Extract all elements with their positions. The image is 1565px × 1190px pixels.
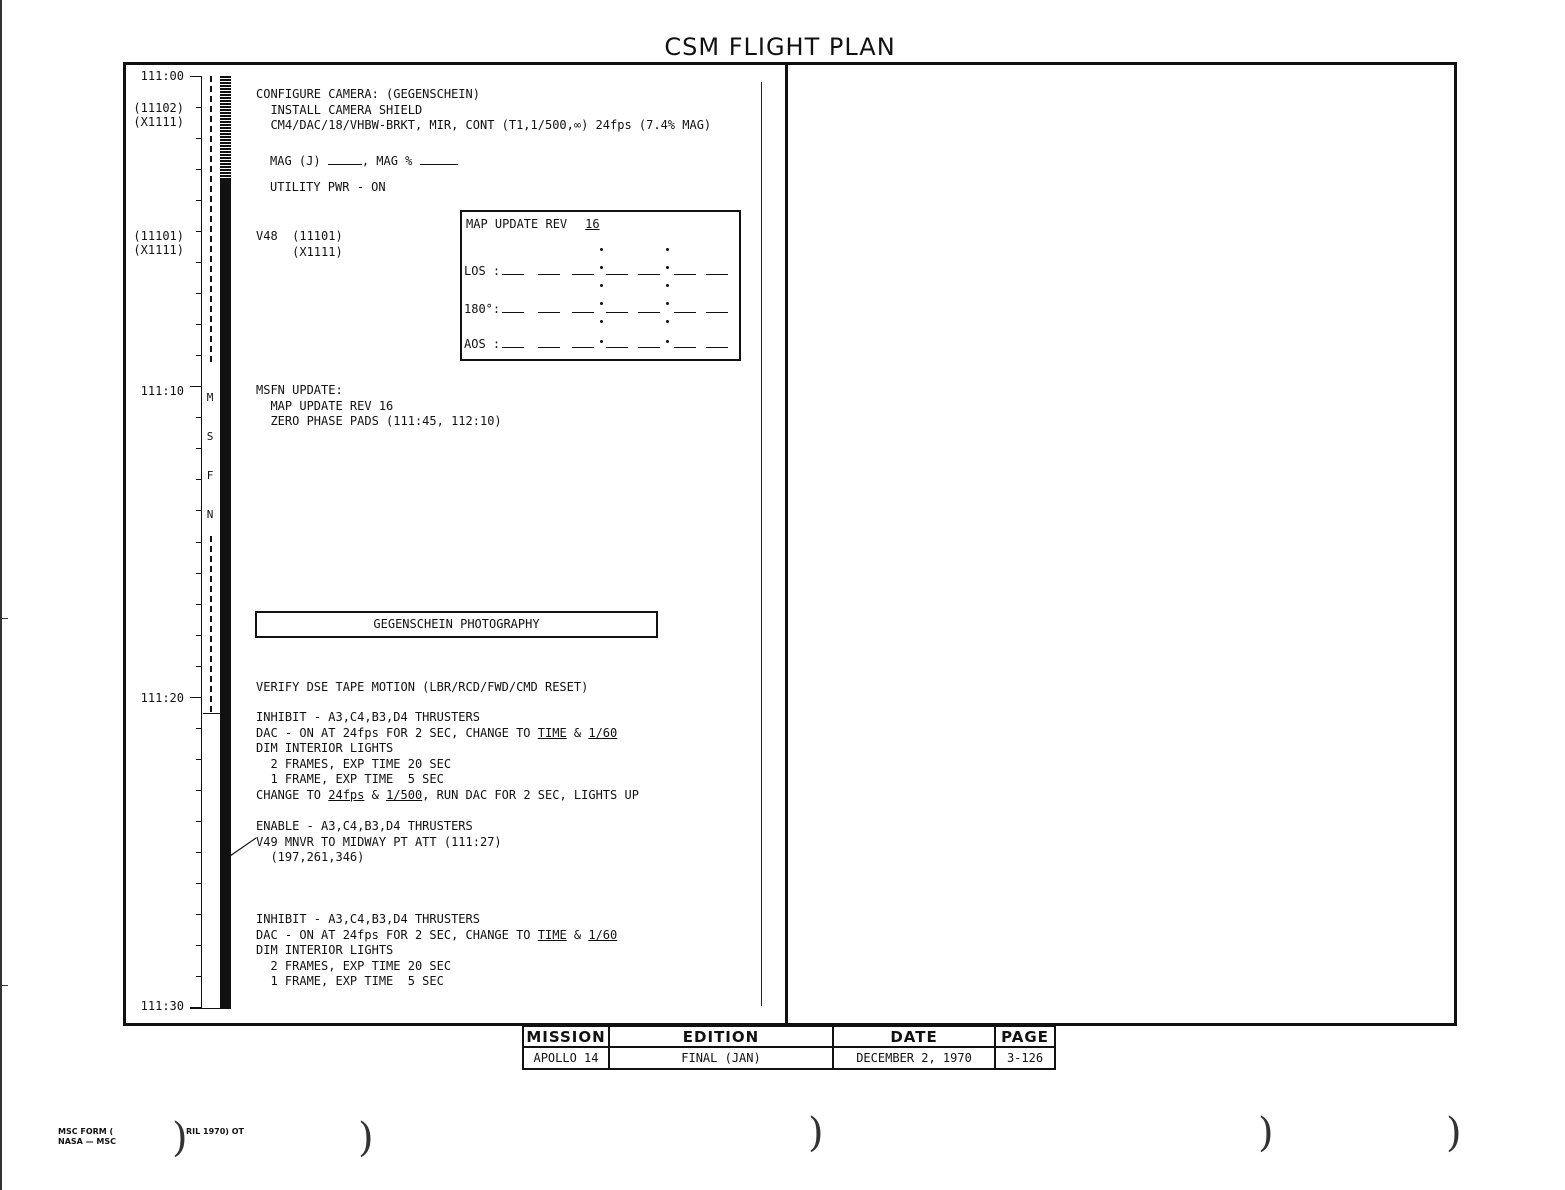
inhibit-block-1: INHIBIT - A3,C4,B3,D4 THRUSTERS DAC - ON AT 24fps FOR 2 SEC, CHANGE TO TIME & 1/60 DIM INTERIOR LIGHTS 2 FRAMES, EXP TIME 20 SEC 1 FRAME, EXP TIME 5 SEC CHANGE TO 24fps & 1/500, RUN DAC FOR 2 SEC, LIGHTS UP	[256, 710, 639, 802]
timeline-tick	[196, 417, 202, 418]
timeline-tick	[196, 914, 202, 915]
verify-dse: VERIFY DSE TAPE MOTION (LBR/RCD/FWD/CMD RESET)	[256, 680, 589, 694]
flight-plan-frame	[123, 62, 1457, 1026]
binder-mark: )	[1446, 1110, 1462, 1156]
pad-entry-dash	[674, 347, 696, 348]
timeline-tick	[196, 728, 202, 729]
utility-power: UTILITY PWR - ON	[270, 180, 386, 194]
msfn-letter: F	[206, 469, 214, 482]
map-update-rev: 16	[585, 217, 600, 231]
pad-entry-dash	[674, 274, 696, 275]
pad-separator-dot	[666, 284, 669, 287]
binder-mark: )	[808, 1110, 824, 1156]
time-label: 111:30	[140, 999, 184, 1013]
time-label: (11101)	[133, 229, 184, 243]
timeline-tick	[196, 510, 202, 511]
timeline-tick	[196, 107, 202, 108]
pad-entry-dash	[572, 347, 594, 348]
page-edge-tick	[0, 985, 8, 986]
mag-label: MAG (J)	[270, 154, 321, 168]
footer-header: DATE	[833, 1026, 995, 1047]
pad-entry-dash	[706, 312, 728, 313]
solid-bar	[220, 178, 231, 713]
timeline-tick	[196, 821, 202, 822]
time-label: 111:10	[140, 384, 184, 398]
timeline-tick	[196, 573, 202, 574]
pad-separator-dot	[666, 266, 669, 269]
msfn-label	[205, 365, 215, 534]
gegenschein-banner	[255, 611, 658, 638]
aos-label: AOS :	[464, 337, 501, 351]
pad-separator-dot	[666, 340, 669, 343]
pad-separator-dot	[600, 340, 603, 343]
timeline-tick	[196, 324, 202, 325]
timeline-tick	[196, 200, 202, 201]
binder-mark: )	[172, 1115, 188, 1161]
timeline-tick	[196, 759, 202, 760]
msfn-letter: M	[206, 391, 214, 404]
timeline-tick	[196, 945, 202, 946]
map-update-pad	[460, 210, 741, 361]
edition-value: FINAL (JAN)	[609, 1047, 833, 1069]
time-label: 111:00	[140, 69, 184, 83]
pad-entry-dash	[538, 347, 560, 348]
timeline-tick	[196, 666, 202, 667]
pad-separator-dot	[666, 302, 669, 305]
gegenschein-banner-text: GEGENSCHEIN PHOTOGRAPHY	[373, 617, 540, 631]
pointer-line	[228, 836, 258, 858]
pad-entry-dash	[572, 312, 594, 313]
pad-entry-dash	[706, 347, 728, 348]
page-edge-line	[0, 0, 2, 1190]
timeline-tick	[196, 138, 202, 139]
pad-separator-dot	[600, 284, 603, 287]
pad-entry-dash	[538, 312, 560, 313]
form-note-fragment: RIL 1970) OT	[186, 1127, 244, 1136]
timeline-tick	[190, 697, 202, 698]
form-note: MSC FORM ( NASA — MSC	[58, 1127, 117, 1146]
time-label: (11102)	[133, 101, 184, 115]
footer-header: MISSION	[523, 1026, 609, 1047]
timeline-tick	[196, 542, 202, 543]
pad-entry-dash	[502, 312, 524, 313]
pad-separator-dot	[600, 266, 603, 269]
msfn-letter: N	[206, 508, 214, 521]
pad-separator-dot	[666, 248, 669, 251]
enable-block: ENABLE - A3,C4,B3,D4 THRUSTERS V49 MNVR TO MIDWAY PT ATT (111:27) (197,261,346)	[256, 819, 502, 865]
footer-header: EDITION	[609, 1026, 833, 1047]
mag-line	[270, 154, 458, 170]
solid-bar	[220, 713, 231, 1009]
timeline-tick	[196, 169, 202, 170]
pad-entry-dash	[638, 347, 660, 348]
msfn-update: MSFN UPDATE: MAP UPDATE REV 16 ZERO PHASE PADS (111:45, 112:10)	[256, 383, 502, 429]
timeline-tick	[190, 386, 202, 387]
pad-entry-dash	[538, 274, 560, 275]
timeline-tick	[196, 231, 202, 232]
los-label: LOS :	[464, 264, 501, 278]
pad-entry-dash	[606, 274, 628, 275]
date-value: DECEMBER 2, 1970	[833, 1047, 995, 1069]
timeline-tick	[196, 479, 202, 480]
page-title: CSM FLIGHT PLAN	[664, 33, 896, 61]
pad-entry-dash	[502, 274, 524, 275]
pad-entry-dash	[606, 347, 628, 348]
timeline-tick	[190, 76, 202, 77]
timeline-tick	[196, 262, 202, 263]
pad-entry-dash	[706, 274, 728, 275]
timeline-tick	[196, 976, 202, 977]
pad-entry-dash	[572, 274, 594, 275]
timeline-tick	[196, 355, 202, 356]
time-label: (X1111)	[133, 115, 184, 129]
pad-entry-dash	[606, 312, 628, 313]
pad-entry-dash	[638, 312, 660, 313]
pad-entry-dash	[674, 312, 696, 313]
inhibit-block-2: INHIBIT - A3,C4,B3,D4 THRUSTERS DAC - ON AT 24fps FOR 2 SEC, CHANGE TO TIME & 1/60 DIM INTERIOR LIGHTS 2 FRAMES, EXP TIME 20 SEC 1 FRAME, EXP TIME 5 SEC	[256, 912, 618, 989]
footer-header: PAGE	[995, 1026, 1055, 1047]
camera-config: CONFIGURE CAMERA: (GEGENSCHEIN) INSTALL CAMERA SHIELD CM4/DAC/18/VHBW-BRKT, MIR, CONT (T1,1/500,∞) 24fps (7.4% MAG)	[256, 87, 712, 133]
column-divider	[785, 62, 788, 1023]
map-update-label: MAP UPDATE REV 16	[466, 217, 610, 233]
timeline-tick	[196, 448, 202, 449]
timeline-tick	[196, 883, 202, 884]
pad-separator-dot	[600, 248, 603, 251]
time-label: (X1111)	[133, 243, 184, 257]
pad-entry-dash	[638, 274, 660, 275]
page-edge-tick	[0, 618, 8, 619]
striped-bar	[220, 76, 231, 178]
pad-separator-dot	[666, 320, 669, 323]
bar-bottom	[190, 1008, 231, 1009]
time-label: 111:20	[140, 691, 184, 705]
timeline-tick	[196, 635, 202, 636]
timeline-tick	[196, 604, 202, 605]
v48-entry: V48 (11101) (X1111)	[256, 229, 343, 259]
binder-mark: )	[1258, 1110, 1274, 1156]
binder-mark: )	[358, 1115, 374, 1161]
timeline-tick	[196, 852, 202, 853]
180-label: 180°:	[464, 302, 501, 316]
inner-rule	[761, 82, 762, 1006]
pad-separator-dot	[600, 302, 603, 305]
footer-info-table	[522, 1025, 1056, 1070]
pad-separator-dot	[600, 320, 603, 323]
timeline-tick	[196, 790, 202, 791]
page-value: 3-126	[995, 1047, 1055, 1069]
mag-pct-label: , MAG %	[361, 154, 413, 168]
timeline-tick	[196, 293, 202, 294]
pad-entry-dash	[502, 347, 524, 348]
msfn-letter: S	[206, 430, 214, 443]
mission-value: APOLLO 14	[523, 1047, 609, 1069]
